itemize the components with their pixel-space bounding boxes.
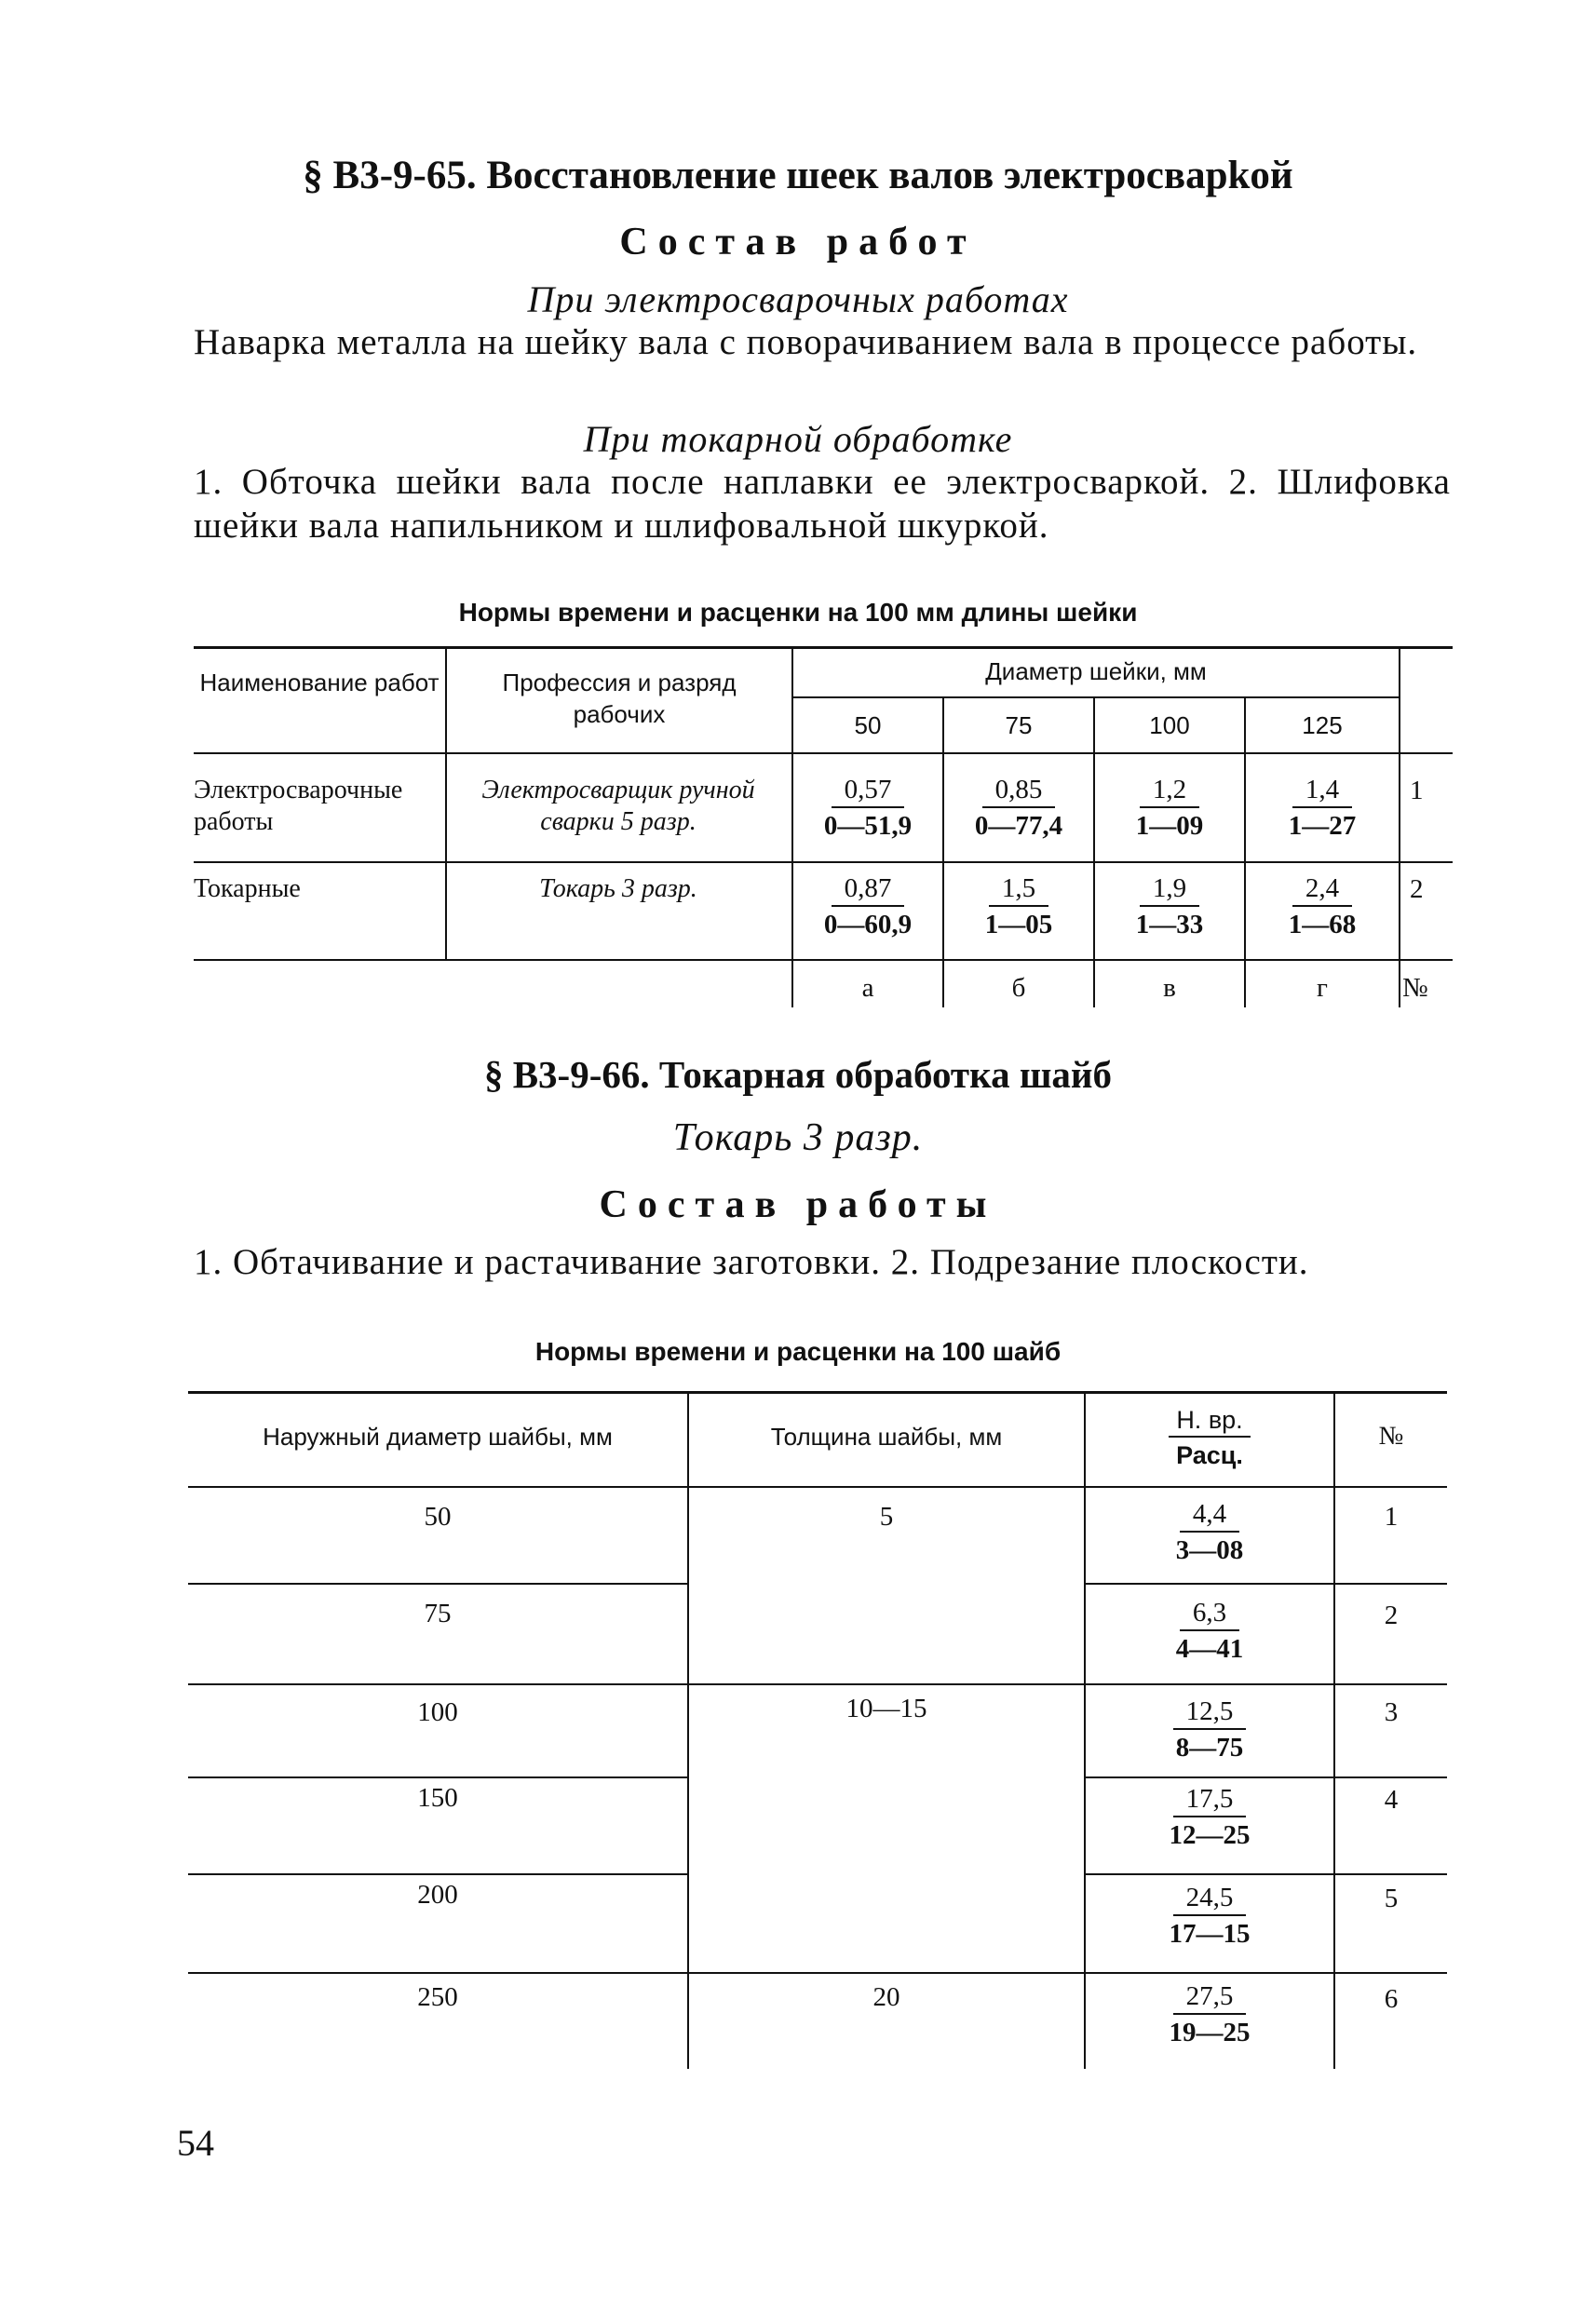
outer-diameter: 200 <box>417 1880 458 1910</box>
header-thickness: Толщина шайбы, мм <box>770 1423 1003 1451</box>
turning-subheading: При токарной обработке <box>583 418 1013 460</box>
header-norm: Н. вр. Расц. <box>1086 1404 1333 1473</box>
table-rule <box>793 696 1400 698</box>
row-name: Электросварочные работы <box>194 776 403 836</box>
table-rule <box>188 1391 1447 1394</box>
table-rule <box>1399 648 1400 1007</box>
norm-cell: $\frac{0,85}{0—77,4}$ <box>974 775 1063 841</box>
row-number: 6 <box>1384 1984 1399 2014</box>
table-rule <box>1244 698 1246 1007</box>
table-rule <box>194 959 1453 961</box>
page-number: 54 <box>177 2122 214 2164</box>
diameter-75: 75 <box>1005 711 1033 739</box>
section-title: § В3-9-66. Токарная обработка шайб <box>483 1053 1113 1096</box>
composition-heading: Состав работ <box>619 221 977 263</box>
norm-cell: $\frac{27,5}{19—25}$ <box>1169 1981 1251 2047</box>
worker-grade: Токарь 3 разр. <box>672 1116 924 1159</box>
table-rule <box>1084 1583 1447 1585</box>
outer-diameter: 250 <box>417 1982 458 2012</box>
table-rule <box>1093 698 1095 1007</box>
norm-cell: $\frac{1,9}{1—33}$ <box>1135 873 1204 939</box>
row-profession: Электросварщик ручной сварки 5 разр. <box>481 776 755 836</box>
outer-diameter: 100 <box>417 1697 458 1727</box>
row-number: 2 <box>1384 1601 1399 1630</box>
header-work-name: Наименование работ <box>199 669 440 696</box>
composition-heading: Состав работы <box>599 1183 997 1226</box>
row-number: 1 <box>1384 1502 1399 1532</box>
thickness-value: 5 <box>879 1502 894 1532</box>
table-rule <box>194 752 1453 754</box>
norm-cell: $\frac{1,4}{1—27}$ <box>1288 775 1357 841</box>
thickness-value: 20 <box>872 1982 900 2012</box>
outer-diameter: 50 <box>424 1502 452 1532</box>
number-label: № <box>1402 973 1428 1003</box>
outer-diameter: 75 <box>424 1599 452 1628</box>
table-rule <box>188 1972 1447 1974</box>
norm-cell: $\frac{1,5}{1—05}$ <box>984 873 1053 939</box>
section-title: § В3-9-65. Восстановление шеек валов электросварkой <box>303 154 1293 197</box>
row-profession: Токарь 3 разр. <box>539 874 697 903</box>
column-letter: в <box>1163 973 1176 1003</box>
norm-cell: $\frac{4,4}{3—08}$ <box>1175 1499 1244 1565</box>
table-rule <box>188 1873 687 1875</box>
diameter-50: 50 <box>854 711 882 739</box>
column-letter: г <box>1317 973 1328 1003</box>
norm-cell: $\frac{6,3}{4—41}$ <box>1175 1598 1244 1664</box>
table-rule <box>687 1393 689 2069</box>
header-profession: Профессия и разряд рабочих <box>502 669 737 728</box>
norm-cell: $\frac{2,4}{1—68}$ <box>1288 873 1357 939</box>
table-caption: Нормы времени и расценки на 100 мм длины шейки <box>458 598 1138 627</box>
table-rule <box>194 646 1453 649</box>
norm-cell: $\frac{24,5}{17—15}$ <box>1169 1883 1251 1949</box>
row-name: Токарные <box>194 874 301 903</box>
table-rule <box>194 861 1453 863</box>
norm-cell: $\frac{12,5}{8—75}$ <box>1086 1695 1333 1765</box>
diameter-100: 100 <box>1149 711 1190 739</box>
table-rule <box>1333 1393 1335 2069</box>
column-letter: а <box>861 973 874 1003</box>
table-rule <box>1084 1776 1447 1778</box>
weld-description: Наварка металла на шейку вала с поворачиванием вала в процессе работы. <box>194 322 1418 362</box>
column-letter: б <box>1011 973 1026 1003</box>
table-rule <box>942 698 944 1007</box>
weld-subheading: При электросварочных работах <box>527 278 1069 320</box>
thickness-value: 10—15 <box>845 1694 927 1723</box>
row-number: 1 <box>1410 776 1424 805</box>
header-diameter: Диаметр шейки, мм <box>985 657 1207 685</box>
table-rule <box>188 1683 1447 1685</box>
table-rule <box>188 1583 687 1585</box>
table-caption: Нормы времени и расценки на 100 шайб <box>534 1337 1062 1366</box>
row-number: 2 <box>1410 874 1424 904</box>
diameter-125: 125 <box>1302 711 1343 739</box>
row-number: 5 <box>1384 1884 1399 1913</box>
header-number: № <box>1378 1422 1404 1451</box>
row-number: 3 <box>1384 1697 1399 1727</box>
work-description: 1. Обтачивание и растачивание заготовки. 2. Подрезание плоскости. <box>194 1242 1309 1282</box>
table-rule <box>188 1486 1447 1488</box>
row-number: 4 <box>1384 1785 1399 1815</box>
table-rule <box>188 1776 687 1778</box>
norm-cell: $\frac{0,57}{0—51,9}$ <box>823 775 913 841</box>
norm-cell: $\frac{1,2}{1—09}$ <box>1135 775 1204 841</box>
header-outer-diameter: Наружный диаметр шайбы, мм <box>263 1423 613 1451</box>
turning-description: 1. Обточка шейки вала после наплавки ее электросваркой. 2. Шлифовка шейки вала напильником и шлифовальной шкуркой. <box>194 462 1451 546</box>
norm-cell: $\frac{17,5}{12—25}$ <box>1169 1784 1251 1850</box>
norm-cell: $\frac{0,87}{0—60,9}$ <box>823 873 913 939</box>
table-rule <box>1084 1873 1447 1875</box>
outer-diameter: 150 <box>417 1783 458 1813</box>
